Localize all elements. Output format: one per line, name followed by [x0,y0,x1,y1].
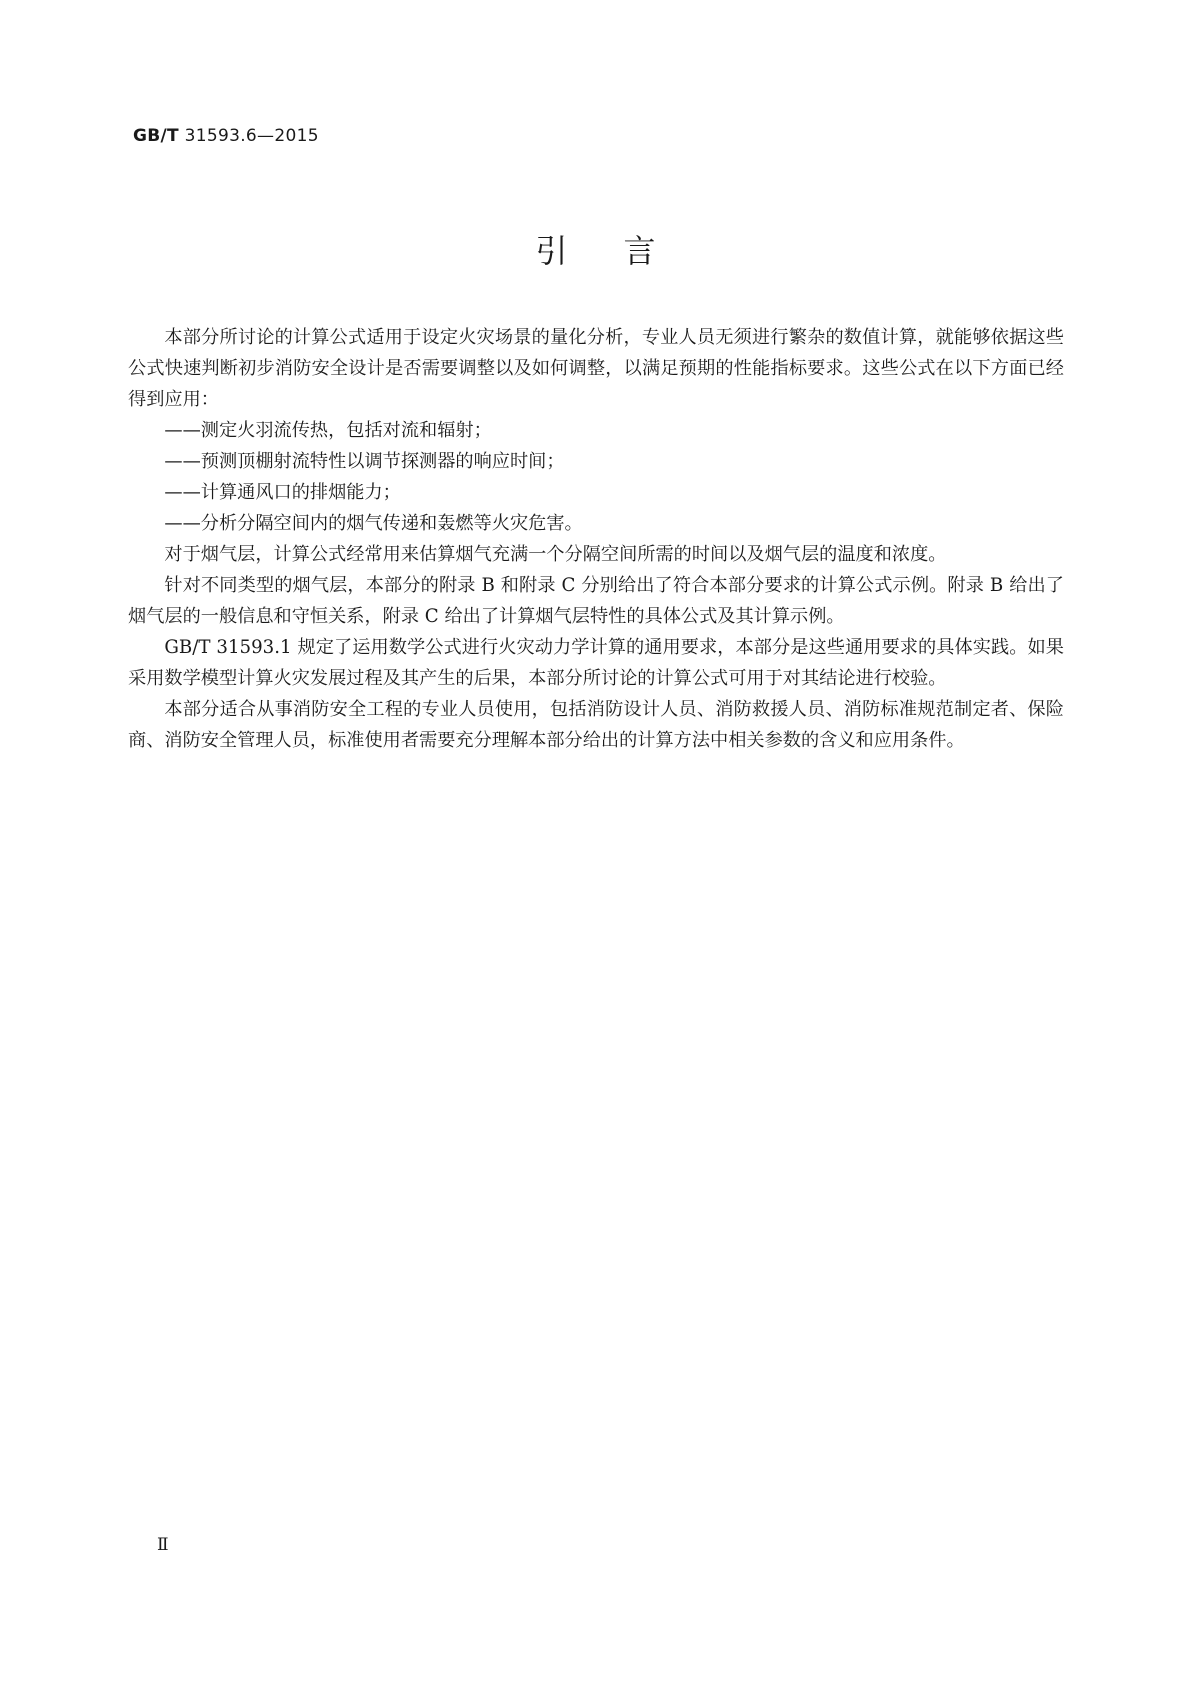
paragraph-general-requirements: GB/T 31593.1 规定了运用数学公式进行火灾动力学计算的通用要求，本部分是这些通用要求的具体实践。如果采用数学模型计算火灾发展过程及其产生的后果，本部分所讨论的计算公式可用于对其结论进行校验。 [128,637,1064,689]
list-item: ——预测顶棚射流特性以调节探测器的响应时间； [164,451,565,472]
paragraph-intro: 本部分所讨论的计算公式适用于设定火灾场景的量化分析，专业人员无须进行繁杂的数值计算，就能够依据这些公式快速判断初步消防安全设计是否需要调整以及如何调整，以满足预期的性能指标要求。这些公式在以下方面已经得到应用： [128,327,1064,410]
page-number: Ⅱ [157,1535,169,1555]
standard-number: 31593.6—2015 [184,126,319,146]
body-text [128,322,1064,756]
paragraph-smoke-layer: 对于烟气层，计算公式经常用来估算烟气充满一个分隔空间所需的时间以及烟气层的温度和浓度。 [164,544,947,565]
paragraph-intended-users: 本部分适合从事消防安全工程的专业人员使用，包括消防设计人员、消防救援人员、消防标准规范制定者、保险商、消防安全管理人员，标准使用者需要充分理解本部分给出的计算方法中相关参数的含义和应用条件。 [128,699,1064,751]
list-item: ——测定火羽流传热，包括对流和辐射； [164,420,492,441]
standard-prefix: GB/T [133,126,179,146]
paragraph-annexes: 针对不同类型的烟气层，本部分的附录 B 和附录 C 分别给出了符合本部分要求的计算公式示例。附录 B 给出了烟气层的一般信息和守恒关系，附录 C 给出了计算烟气层特性的具体公式及其计算示例。 [128,575,1064,627]
standard-header [133,126,319,146]
page-title: 引言 [535,232,712,270]
list-item: ——计算通风口的排烟能力； [164,482,401,503]
list-item: ——分析分隔空间内的烟气传递和轰燃等火灾危害。 [164,513,583,534]
